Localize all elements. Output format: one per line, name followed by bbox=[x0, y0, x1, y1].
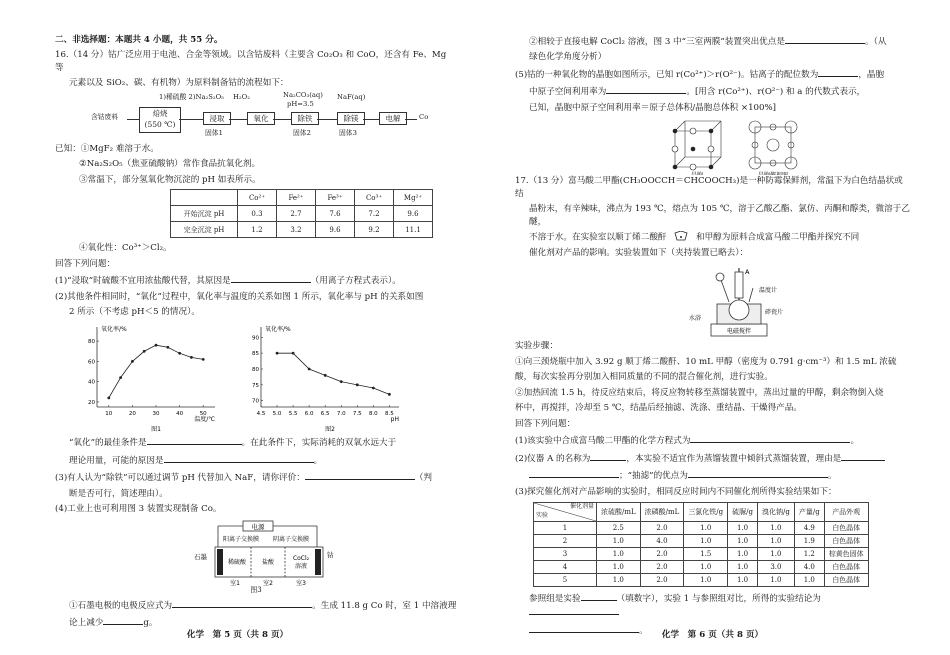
x-tick-label: 8.5 bbox=[384, 411, 394, 418]
label-acid: 稀硫酸 bbox=[227, 558, 247, 566]
crystal-label bbox=[691, 171, 703, 175]
q16-2: (2)其他条件相同时，“氧化”过程中，氧化率与温度的关系如图 1 所示，氧化率与 pH 的关系如图 bbox=[55, 291, 424, 302]
q16-4a: ①石墨电极的电极反应式为 。生成 11.8 g Co 时，室 1 中溶液理 bbox=[55, 598, 457, 612]
atom bbox=[709, 129, 713, 133]
x-tick-label: 50 bbox=[199, 411, 207, 418]
oxidation-charts bbox=[75, 321, 457, 433]
q16-1: (1)“浸取”时硫酸不宜用浓盐酸代替，其原因是 （用离子方程式表示）。 bbox=[55, 273, 457, 287]
x-tick-label: 30 bbox=[152, 411, 160, 418]
data-point bbox=[143, 350, 146, 353]
ph-header-cell: Co³⁺ bbox=[355, 190, 394, 206]
chart-ph bbox=[239, 321, 409, 433]
flow-source: 含钴废料 bbox=[91, 112, 119, 121]
q17-3-conclusion: 参照组是实验 （填数字），实验 1 与参照组对比，所得的实验结论为 bbox=[515, 591, 910, 620]
q16-2e: 理论用量，可能的原因是 。 bbox=[55, 453, 457, 467]
table-diagonal-header: 催化剂量 实验 bbox=[534, 503, 597, 522]
known-1: 已知：①MgF₂ 难溶于水。 bbox=[55, 143, 159, 154]
label-stone: 碎瓷片 bbox=[765, 309, 784, 317]
q16-4c-2: ②相较于直接电解 CoCl₂ 溶液，图 3 中“三室两膜”装置突出优点是 。（从 bbox=[515, 34, 910, 48]
label-cobalt: 钴 bbox=[327, 550, 334, 559]
table-cell: 1.0 bbox=[684, 561, 728, 574]
q16-intro-line2: 元素以及 SiO₂、碳、有机物）为原料制备钴的流程如下： bbox=[69, 78, 289, 89]
label-bath: 水浴 bbox=[688, 315, 701, 323]
table-cell: 1.0 bbox=[758, 574, 795, 587]
q16-3c: 断是否可行，简述理由）。 bbox=[69, 488, 168, 499]
flow-oxidize: 氧化 bbox=[247, 112, 275, 125]
table-row bbox=[534, 535, 869, 548]
table-cell: 1.0 bbox=[597, 574, 641, 587]
q17-3-conclusion-b: 。 bbox=[515, 623, 910, 637]
table-cell: 2.0 bbox=[640, 548, 684, 561]
y-tick-label: 60 bbox=[88, 359, 95, 366]
data-point bbox=[178, 352, 181, 355]
table-cell: 1.2 bbox=[794, 548, 824, 561]
crystal-cell bbox=[672, 121, 721, 170]
table-cell: 2.5 bbox=[597, 522, 641, 535]
label-r2: 室2 bbox=[263, 579, 273, 587]
page-6 bbox=[475, 0, 950, 655]
flow-reagent4: NaF(aq) bbox=[337, 92, 366, 101]
ph-cell: 9.2 bbox=[355, 222, 394, 238]
flow-solid2: 固体2 bbox=[293, 128, 311, 137]
q17-1: (1)该实验中合成富马酸二甲酯的化学方程式为 。 bbox=[515, 433, 910, 447]
table-header-cell: 溴化钠/g bbox=[758, 503, 795, 522]
data-point bbox=[119, 377, 122, 380]
y-tick-label: 85 bbox=[252, 351, 259, 358]
q16-4c: 论上减少 g。 bbox=[55, 615, 457, 629]
fig3-caption: 图3 bbox=[250, 585, 262, 594]
data-point bbox=[131, 360, 134, 363]
page-footer-left: 化学 第 5 页（共 8 页） bbox=[186, 629, 289, 640]
page-footer-right: 化学 第 6 页（共 8 页） bbox=[661, 629, 764, 640]
table-cell: 2.0 bbox=[640, 561, 684, 574]
x-tick-label: 6.0 bbox=[304, 411, 314, 418]
q16-4: (4)工业上也可利用图 3 装置实现制备 Co。 bbox=[55, 504, 222, 515]
table-cell: 5 bbox=[534, 574, 597, 587]
flow-reagent1: 1)稀硫酸 2)Na₂S₂O₅ bbox=[159, 92, 224, 101]
data-point bbox=[202, 358, 205, 361]
label-sol: 溶液 bbox=[294, 562, 308, 570]
series-line bbox=[109, 346, 203, 399]
ph-cell: 0.3 bbox=[238, 206, 277, 222]
flow-solid1: 固体1 bbox=[205, 128, 223, 137]
ph-cell: 2.7 bbox=[277, 206, 316, 222]
table-cell: 2.0 bbox=[640, 522, 684, 535]
table-cell: 1.0 bbox=[758, 535, 795, 548]
table-cell: 1.0 bbox=[597, 561, 641, 574]
label-thermo: 温度计 bbox=[759, 287, 778, 295]
ph-header-cell: Mg²⁺ bbox=[394, 190, 433, 206]
flow-solid3: 固体3 bbox=[339, 128, 357, 137]
q16-3: (3)有人认为“除铁”可以通过调节 pH 代替加入 NaF，请你评价： （判 bbox=[55, 470, 457, 484]
table-cell: 4 bbox=[534, 561, 597, 574]
table-cell: 1.0 bbox=[728, 574, 758, 587]
process-flowchart bbox=[55, 90, 457, 139]
y-tick-label: 80 bbox=[252, 367, 259, 374]
data-point bbox=[324, 374, 327, 377]
atom bbox=[690, 164, 696, 170]
table-cell: 白色晶体 bbox=[824, 574, 868, 587]
flow-remove-fe: 除铁 bbox=[291, 112, 319, 125]
table-cell: 1.0 bbox=[597, 535, 641, 548]
table-cell: 1.0 bbox=[758, 522, 795, 535]
table-cell: 棕黄色固体 bbox=[824, 548, 868, 561]
apparatus-svg bbox=[515, 262, 915, 340]
x-axis-label: pH bbox=[390, 416, 399, 424]
atom bbox=[691, 147, 695, 151]
step-1: ①向三颈烧瓶中加入 3.92 g 顺丁烯二酸酐、10 mL 甲醇（密度为 0.791 g·cm⁻³）和 1.5 mL 浓硫 bbox=[515, 356, 897, 367]
ph-header-cell bbox=[171, 190, 238, 206]
table-cell: 1.0 bbox=[728, 561, 758, 574]
x-tick-label: 5.0 bbox=[272, 411, 282, 418]
data-point bbox=[308, 368, 311, 371]
x-tick-label: 7.0 bbox=[336, 411, 346, 418]
flow-reagent3: Na₂CO₃(aq) bbox=[283, 90, 323, 99]
q17-2: (2)仪器 A 的名称为 ，本实验不适宜作为蒸馏装置中倾斜式蒸馏装置，理由是 bbox=[515, 451, 910, 465]
table-cell: 1 bbox=[534, 522, 597, 535]
table-cell: 4.0 bbox=[794, 561, 824, 574]
table-cell: 1.0 bbox=[758, 548, 795, 561]
data-point bbox=[190, 356, 193, 359]
table-cell: 1.0 bbox=[728, 522, 758, 535]
q17-line4: 催化剂对产品的影响。实验装置如下（夹持装置已略去）： bbox=[529, 248, 749, 259]
ph-cell: 开始沉淀 pH bbox=[171, 206, 238, 222]
table-cell: 白色晶体 bbox=[824, 522, 868, 535]
q16-4c-3: 绿色化学角度分析） bbox=[529, 52, 607, 63]
table-row bbox=[534, 548, 869, 561]
x-axis-label: 温度/℃ bbox=[194, 416, 215, 424]
y-tick-label: 40 bbox=[88, 380, 95, 387]
table-cell: 1.0 bbox=[728, 548, 758, 561]
data-point bbox=[388, 393, 391, 396]
flow-leach: 浸取 bbox=[203, 112, 231, 125]
label-r1: 室1 bbox=[230, 579, 240, 587]
crystal-figures bbox=[515, 117, 910, 175]
data-point bbox=[155, 344, 158, 347]
table-row bbox=[534, 522, 869, 535]
label-a: A bbox=[745, 268, 750, 277]
label-cocl2: CoCl₂ bbox=[292, 554, 310, 562]
data-point bbox=[107, 397, 110, 400]
atom bbox=[708, 146, 714, 152]
maleic-anhydride-icon bbox=[669, 231, 693, 243]
table-cell: 4.9 bbox=[794, 522, 824, 535]
ph-table bbox=[170, 189, 433, 238]
table-cell: 白色晶体 bbox=[824, 535, 868, 548]
y-axis-label: 氧化率/% bbox=[265, 326, 291, 334]
atom bbox=[672, 146, 678, 152]
section-heading: 二、非选择题：本题共 4 小题，共 55 分。 bbox=[55, 35, 223, 45]
y-tick-label: 20 bbox=[88, 400, 95, 407]
step-1b: 酸，每次实验再分别加入相同质量的不同的混合催化剂，进行实验。 bbox=[515, 372, 773, 383]
table-header-cell: 产量/g bbox=[794, 503, 824, 522]
ph-cell: 3.2 bbox=[277, 222, 316, 238]
label-graphite: 石墨 bbox=[194, 552, 207, 561]
table-cell: 1.0 bbox=[684, 535, 728, 548]
table-header-cell: 三氯化铁/g bbox=[684, 503, 728, 522]
ph-cell: 1.2 bbox=[238, 222, 277, 238]
x-tick-label: 20 bbox=[128, 411, 136, 418]
data-point bbox=[292, 352, 295, 355]
table-cell: 白色晶体 bbox=[824, 561, 868, 574]
q17-answer-intro: 回答下列问题： bbox=[515, 418, 576, 429]
flow-reagent3b: pH=3.5 bbox=[287, 99, 314, 108]
atom bbox=[673, 165, 677, 169]
table-cell: 2.0 bbox=[640, 574, 684, 587]
ph-cell: 11.1 bbox=[394, 222, 433, 238]
step-2: ②加热回流 1.5 h，待反应结束后，将反应物转移至蒸馏装置中，蒸出过量的甲醇，剩余物倒入烧 bbox=[515, 387, 884, 398]
ph-cell: 9.6 bbox=[394, 206, 433, 222]
step-2b: 杯中，再搅拌，冷却至 5 ℃，结晶后经抽滤、洗涤、重结晶、干燥得产品。 bbox=[515, 403, 802, 414]
q16-2c: “氧化”的最佳条件是 。在此条件下，实际消耗的双氧水远大于 bbox=[55, 435, 457, 449]
top-view-frame bbox=[755, 127, 791, 163]
data-point bbox=[372, 387, 375, 390]
crystal-svg bbox=[515, 117, 915, 175]
catalyst-table bbox=[533, 502, 869, 587]
answer-intro: 回答下列问题： bbox=[55, 258, 116, 269]
atom bbox=[709, 165, 713, 169]
crystal-view-label bbox=[758, 171, 788, 175]
cell-svg bbox=[55, 519, 455, 587]
ph-cell: 完全沉淀 pH bbox=[171, 222, 238, 238]
atom bbox=[673, 129, 677, 133]
q17-2c: ；“抽滤”的优点为 。 bbox=[515, 468, 910, 482]
data-point bbox=[356, 384, 359, 387]
table-cell: 1.9 bbox=[794, 535, 824, 548]
label-anion: 阴离子交换膜 bbox=[272, 535, 310, 543]
y-tick-label: 75 bbox=[252, 383, 259, 390]
table-cell: 1.0 bbox=[728, 535, 758, 548]
chart-caption: 图1 bbox=[151, 426, 161, 434]
steps-heading: 实验步骤： bbox=[515, 341, 558, 352]
q16-intro-line1: 16.（14 分）钴广泛应用于电池、合金等领域。以含钴废料（主要含 Co₂O₃ 和 CoO，还含有 Fe、Mg 等 bbox=[55, 50, 447, 73]
chart-caption: 图2 bbox=[325, 426, 335, 434]
label-hcl: 盐酸 bbox=[261, 558, 275, 566]
known-4: ④氧化性：Co³⁺＞Cl₂。 bbox=[79, 243, 172, 254]
y-tick-label: 80 bbox=[88, 339, 95, 346]
ph-cell: 7.6 bbox=[316, 206, 355, 222]
flow-reagent2: H₂O₂ bbox=[233, 92, 250, 101]
x-tick-label: 6.5 bbox=[320, 411, 330, 418]
label-stirrer: 电磁搅拌 bbox=[726, 328, 752, 336]
table-cell: 1.0 bbox=[794, 574, 824, 587]
ph-cell: 7.2 bbox=[355, 206, 394, 222]
label-r3: 室3 bbox=[296, 579, 306, 587]
table-cell: 2 bbox=[534, 535, 597, 548]
q17-line3: 不溶于水。在实验室以顺丁烯二酸酐 和甲醇为原料合成富马酸二甲酯并探究不同 bbox=[529, 232, 860, 243]
ph-header-cell: Fe²⁺ bbox=[277, 190, 316, 206]
q17-line1: 17.（13 分）富马酸二甲酯(CH₃OOCCH＝CHCOOCH₃)是一种防霉保鲜剂，常温下为白色结晶状或结 bbox=[515, 176, 903, 199]
table-header-cell: 产品外观 bbox=[824, 503, 868, 522]
x-tick-label: 40 bbox=[176, 411, 184, 418]
known-3: ③常温下，部分氢氧化物沉淀的 pH 如表所示。 bbox=[79, 174, 261, 185]
flow-product: Co bbox=[419, 112, 429, 121]
electrolysis-cell-figure bbox=[55, 519, 457, 587]
flow-roast: 焙烧 (550 ℃) bbox=[139, 107, 181, 133]
q16-2b: 2 所示（不考虑 pH＜5 的情况）。 bbox=[69, 306, 200, 317]
table-cell: 1.0 bbox=[684, 574, 728, 587]
table-row bbox=[534, 574, 869, 587]
table-cell: 4.0 bbox=[640, 535, 684, 548]
ph-cell: 9.6 bbox=[316, 222, 355, 238]
data-point bbox=[276, 352, 279, 355]
x-tick-label: 5.5 bbox=[288, 411, 298, 418]
ph-header-cell: Fe³⁺ bbox=[316, 190, 355, 206]
table-cell: 1.5 bbox=[684, 548, 728, 561]
table-header-cell: 浓磷酸/mL bbox=[640, 503, 684, 522]
y-tick-label: 90 bbox=[252, 335, 259, 342]
x-tick-label: 8.0 bbox=[368, 411, 378, 418]
q17-3: (3)探究催化剂对产品影响的实验时，相同反应时间内不同催化剂所得实验结果如下： bbox=[515, 486, 837, 497]
label-power: 电源 bbox=[251, 522, 265, 531]
known-2: ②Na₂S₂O₅（焦亚硫酸钠）常作食品抗氧化剂。 bbox=[79, 159, 261, 170]
ph-header-cell: Co²⁺ bbox=[238, 190, 277, 206]
table-header-cell: 硫脲/g bbox=[728, 503, 758, 522]
q16-5c: 中原子空间利用率为 。[用含 r(Co²⁺)、r(O²⁻) 和 a 的代数式表示， bbox=[515, 84, 910, 98]
flow-remove-mg: 除镁 bbox=[337, 112, 365, 125]
apparatus-figure bbox=[515, 262, 910, 340]
y-tick-label: 70 bbox=[252, 399, 259, 406]
x-tick-label: 4.5 bbox=[256, 411, 266, 418]
chart-temperature bbox=[75, 321, 225, 433]
q16-5e: 已知，晶胞中原子空间利用率＝原子总体积/晶胞总体积 ×100%] bbox=[529, 102, 777, 113]
q16-5: (5)钴的一种氧化物的晶胞如图所示，已知 r(Co²⁺)＞r(O²⁻)。钴离子的配位数为 ，晶胞 bbox=[515, 67, 910, 81]
table-cell: 1.0 bbox=[597, 548, 641, 561]
label-cation: 阳离子交换膜 bbox=[222, 535, 260, 543]
atom bbox=[690, 128, 696, 134]
table-cell: 3 bbox=[534, 548, 597, 561]
table-cell: 1.0 bbox=[684, 522, 728, 535]
data-point bbox=[166, 346, 169, 349]
x-tick-label: 10 bbox=[105, 411, 113, 418]
table-header-cell: 浓硫酸/mL bbox=[597, 503, 641, 522]
flow-electrolysis: 电解 bbox=[379, 112, 407, 125]
y-axis-label: 氧化率/% bbox=[101, 326, 127, 334]
table-cell: 3.0 bbox=[758, 561, 795, 574]
q17-line2: 晶粉末，有辛辣味，沸点为 193 ℃，熔点为 105 ℃，溶于乙酸乙酯、氯仿、丙酮和醇类，微溶于乙醚， bbox=[529, 204, 910, 227]
table-row bbox=[534, 561, 869, 574]
top-view-atom bbox=[767, 139, 779, 151]
x-tick-label: 7.5 bbox=[352, 411, 362, 418]
data-point bbox=[340, 381, 343, 384]
